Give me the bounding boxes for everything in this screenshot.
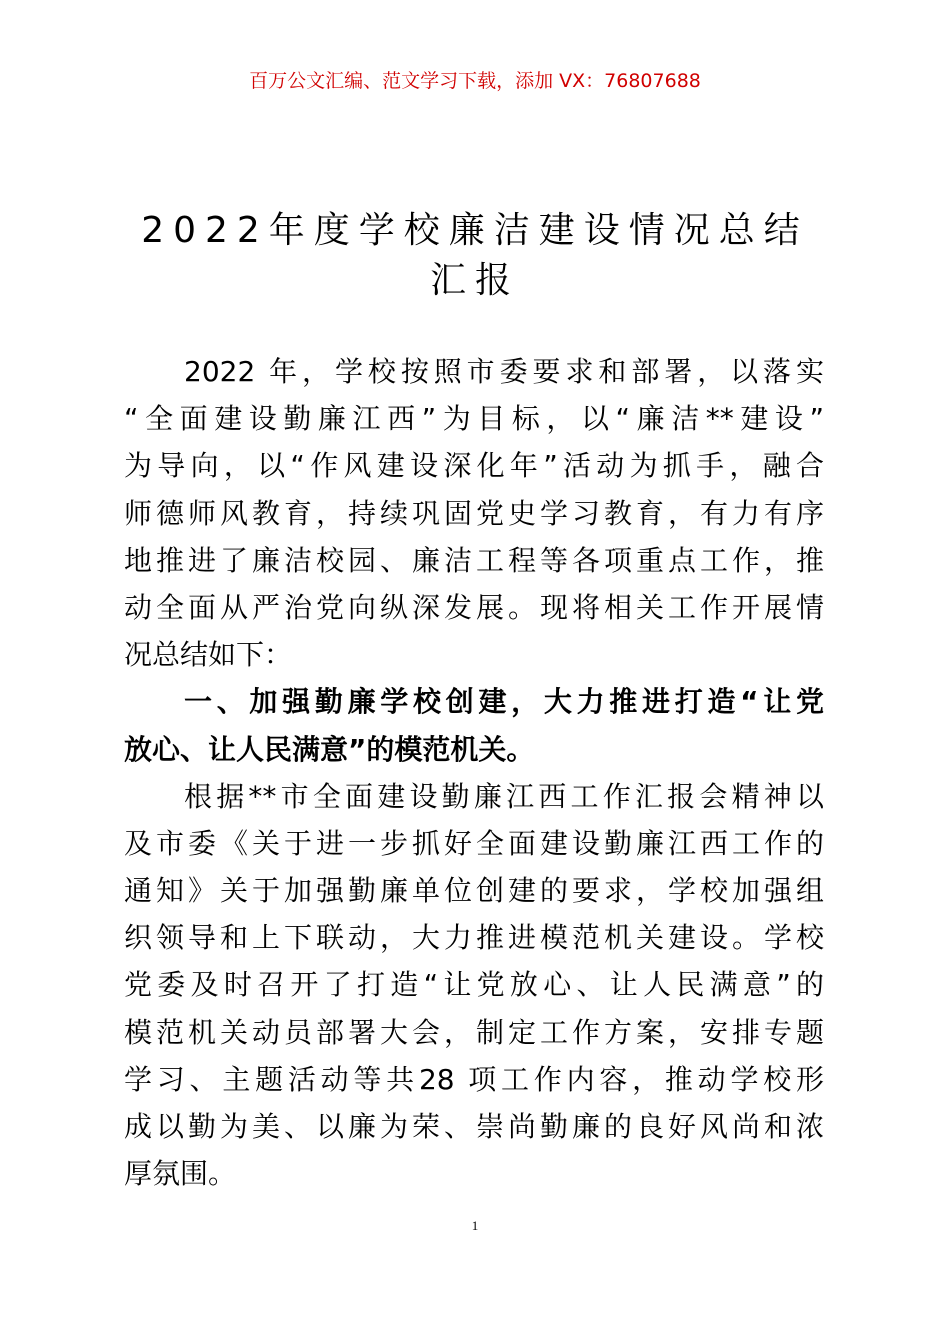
title-line-1: 2022年度学校廉洁建设情况总结: [141, 210, 809, 251]
document-title: [120, 206, 830, 306]
paragraph-2-line: 学习、主题活动等共28 项工作内容，推动学校形: [124, 1062, 824, 1096]
page-number: 1: [471, 1218, 479, 1233]
header-note: 百万公文汇编、范文学习下载，添加 VX：76807688: [249, 70, 701, 92]
paragraph-2-line: 厚氛围。: [124, 1157, 237, 1191]
paragraph-1-line: 师德师风教育，持续巩固党史学习教育，有力有序: [124, 496, 824, 530]
paragraph-1-line: 地推进了廉洁校园、廉洁工程等各项重点工作，推: [124, 543, 824, 577]
paragraph-2-line: 党委及时召开了打造“让党放心、让人民满意”的: [124, 968, 824, 1002]
document-body: [124, 348, 824, 1197]
section-heading-line: 放心、让人民满意”的模范机关。: [124, 732, 535, 766]
paragraph-2-line: 及市委《关于进一步抓好全面建设勤廉江西工作的: [124, 826, 824, 860]
paragraph-1-line: 为导向，以“作风建设深化年”活动为抓手，融合: [124, 449, 824, 483]
paragraph-1-line: “全面建设勤廉江西”为目标，以“廉洁**建设”: [124, 402, 824, 436]
paragraph-1-line: 况总结如下：: [124, 638, 293, 672]
paragraph-2-line: 根据**市全面建设勤廉江西工作汇报会精神以: [184, 779, 824, 813]
section-heading-line: 一、加强勤廉学校创建，大力推进打造“让党: [184, 685, 824, 719]
paragraph-2-line: 模范机关动员部署大会，制定工作方案，安排专题: [124, 1015, 824, 1049]
title-line-2: 汇报: [429, 260, 520, 301]
paragraph-1-line: 2022 年，学校按照市委要求和部署，以落实: [184, 355, 824, 388]
paragraph-2-line: 织领导和上下联动，大力推进模范机关建设。学校: [124, 921, 824, 955]
paragraph-1-line: 动全面从严治党向纵深发展。现将相关工作开展情: [124, 590, 824, 624]
paragraph-2-line: 通知》关于加强勤廉单位创建的要求，学校加强组: [124, 874, 824, 908]
paragraph-2-line: 成以勤为美、以廉为荣、崇尚勤廉的良好风尚和浓: [124, 1110, 824, 1143]
